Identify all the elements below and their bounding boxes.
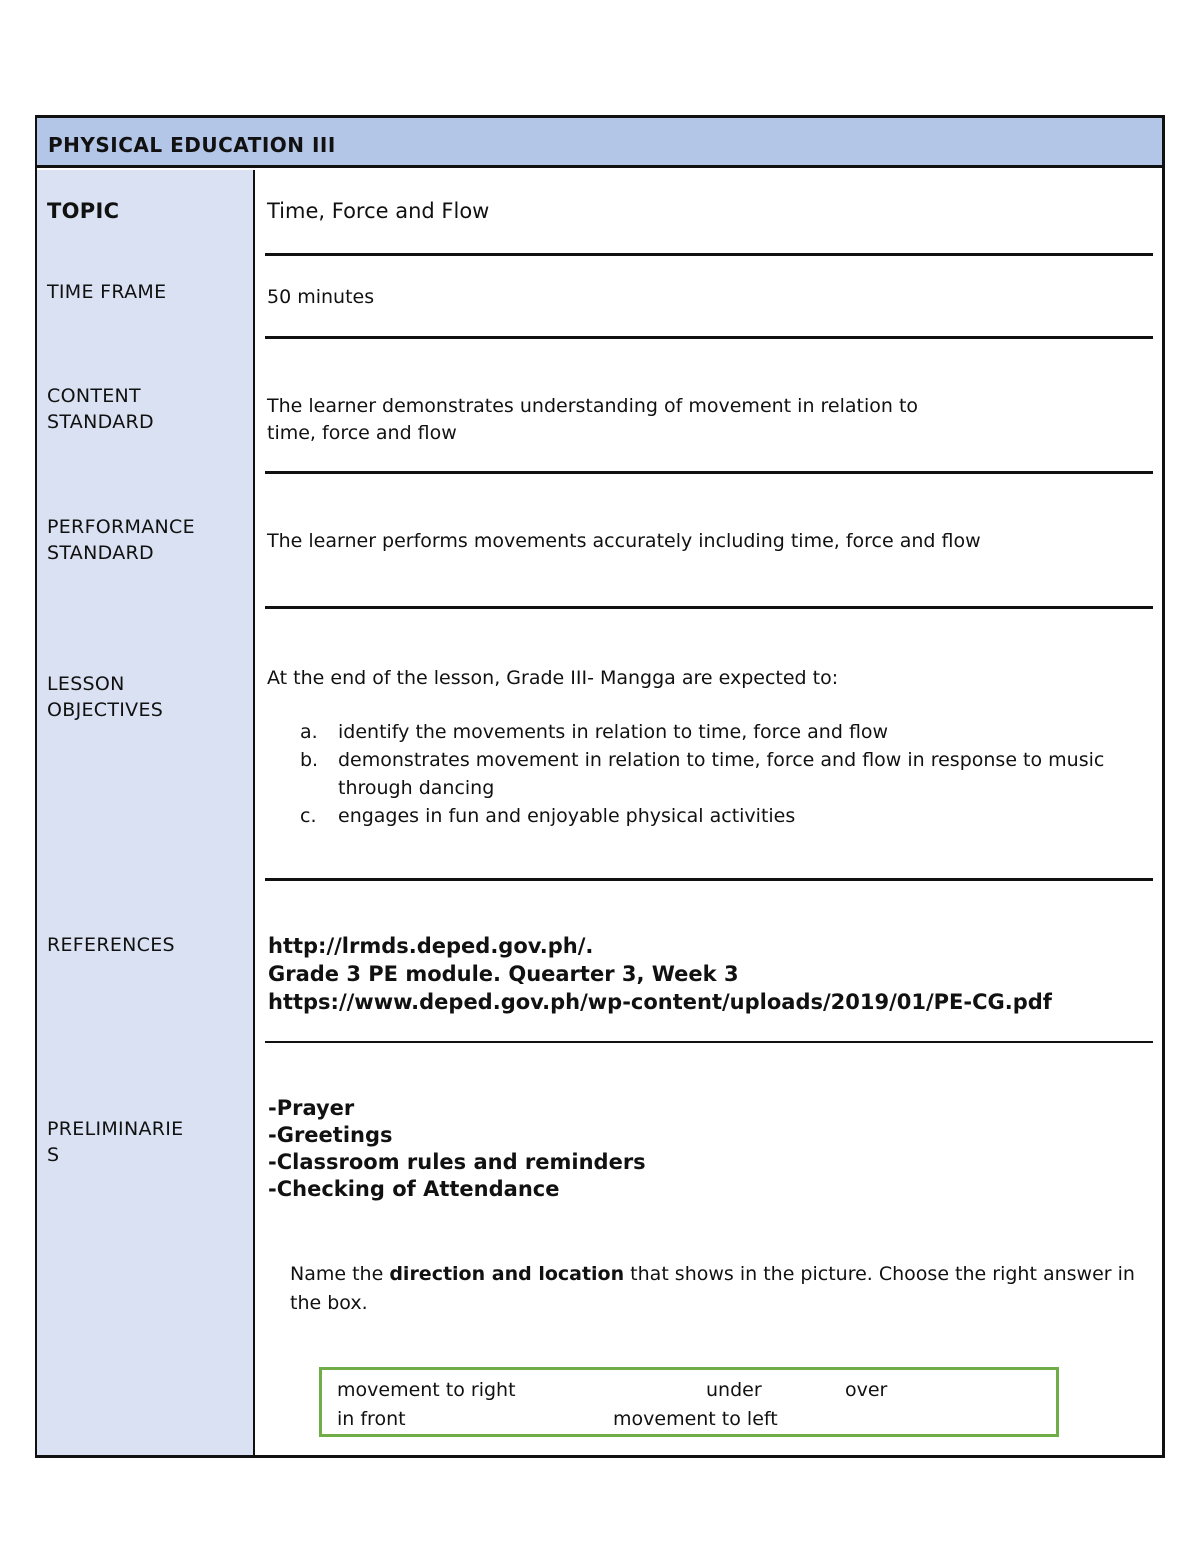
time-frame-value: 50 minutes [267,286,375,308]
references-label: REFERENCES [47,934,175,956]
row-divider [265,253,1153,256]
row-divider [265,471,1153,474]
lesson-objectives-label-line2: OBJECTIVES [47,699,164,721]
choice-option: movement to left [613,1408,778,1430]
choice-option: in front [337,1408,406,1430]
list-item: -Checking of Attendance [268,1177,560,1201]
choice-option: movement to right [337,1379,516,1401]
list-item: -Greetings [268,1123,393,1147]
lesson-objectives-label [47,671,163,723]
content-standard-label-line2: STANDARD [47,411,154,433]
performance-standard-label-line2: STANDARD [47,542,154,564]
list-item: -Classroom rules and reminders [268,1150,646,1174]
preliminaries-list [268,1095,646,1203]
time-frame-label: TIME FRAME [47,281,167,303]
list-item [300,802,1150,830]
row-divider [265,1041,1153,1043]
topic-value: Time, Force and Flow [267,199,490,223]
objective-text: demonstrates movement in relation to time, force and flow in response to music through dancing [338,749,1105,799]
content-standard-line2: time, force and flow [267,422,457,444]
choice-option: under [706,1379,762,1401]
instruction-text: that shows in the picture. Choose the right answer in the box. [290,1263,1135,1314]
objectives-list [300,718,1150,830]
content-standard-label-line1: CONTENT [47,385,141,407]
preliminaries-label-line2: S [47,1144,60,1166]
reference-item: Grade 3 PE module. Quearter 3, Week 3 [268,962,739,986]
preliminaries-label-line1: PRELIMINARIE [47,1118,184,1140]
list-item: -Prayer [268,1096,355,1120]
lesson-objectives-label-line1: LESSON [47,673,125,695]
topic-label: TOPIC [47,199,120,223]
row-divider [265,336,1153,339]
activity-instruction [290,1260,1155,1318]
objectives-intro: At the end of the lesson, Grade III- Mangga are expected to: [267,667,839,689]
instruction-emphasis: direction and location [389,1263,625,1285]
instruction-text: Name the [290,1263,390,1285]
performance-standard-label [47,514,195,566]
list-item [300,746,1150,802]
performance-standard-label-line1: PERFORMANCE [47,516,195,538]
list-marker: c. [300,805,317,827]
reference-link[interactable]: https://www.deped.gov.ph/wp-content/uploads/2019/01/PE-CG.pdf [268,990,1052,1014]
objective-text: identify the movements in relation to time, force and flow [338,721,889,743]
list-marker: a. [300,721,318,743]
list-item [300,718,1150,746]
label-column [37,170,255,1455]
table-header [37,118,1162,168]
reference-link[interactable]: http://lrmds.deped.gov.ph/. [268,934,594,958]
page-title: PHYSICAL EDUCATION III [48,133,336,157]
choice-option: over [845,1379,888,1401]
references-list [268,932,1052,1016]
row-divider [265,878,1153,881]
content-standard-line1: The learner demonstrates understanding of movement in relation to [267,395,919,417]
list-marker: b. [300,749,319,771]
preliminaries-label [47,1116,183,1168]
content-standard-label [47,383,154,435]
content-standard-value [267,393,918,447]
performance-standard-value: The learner performs movements accurately including time, force and flow [267,530,981,552]
objective-text: engages in fun and enjoyable physical activities [338,805,796,827]
row-divider [265,606,1153,609]
